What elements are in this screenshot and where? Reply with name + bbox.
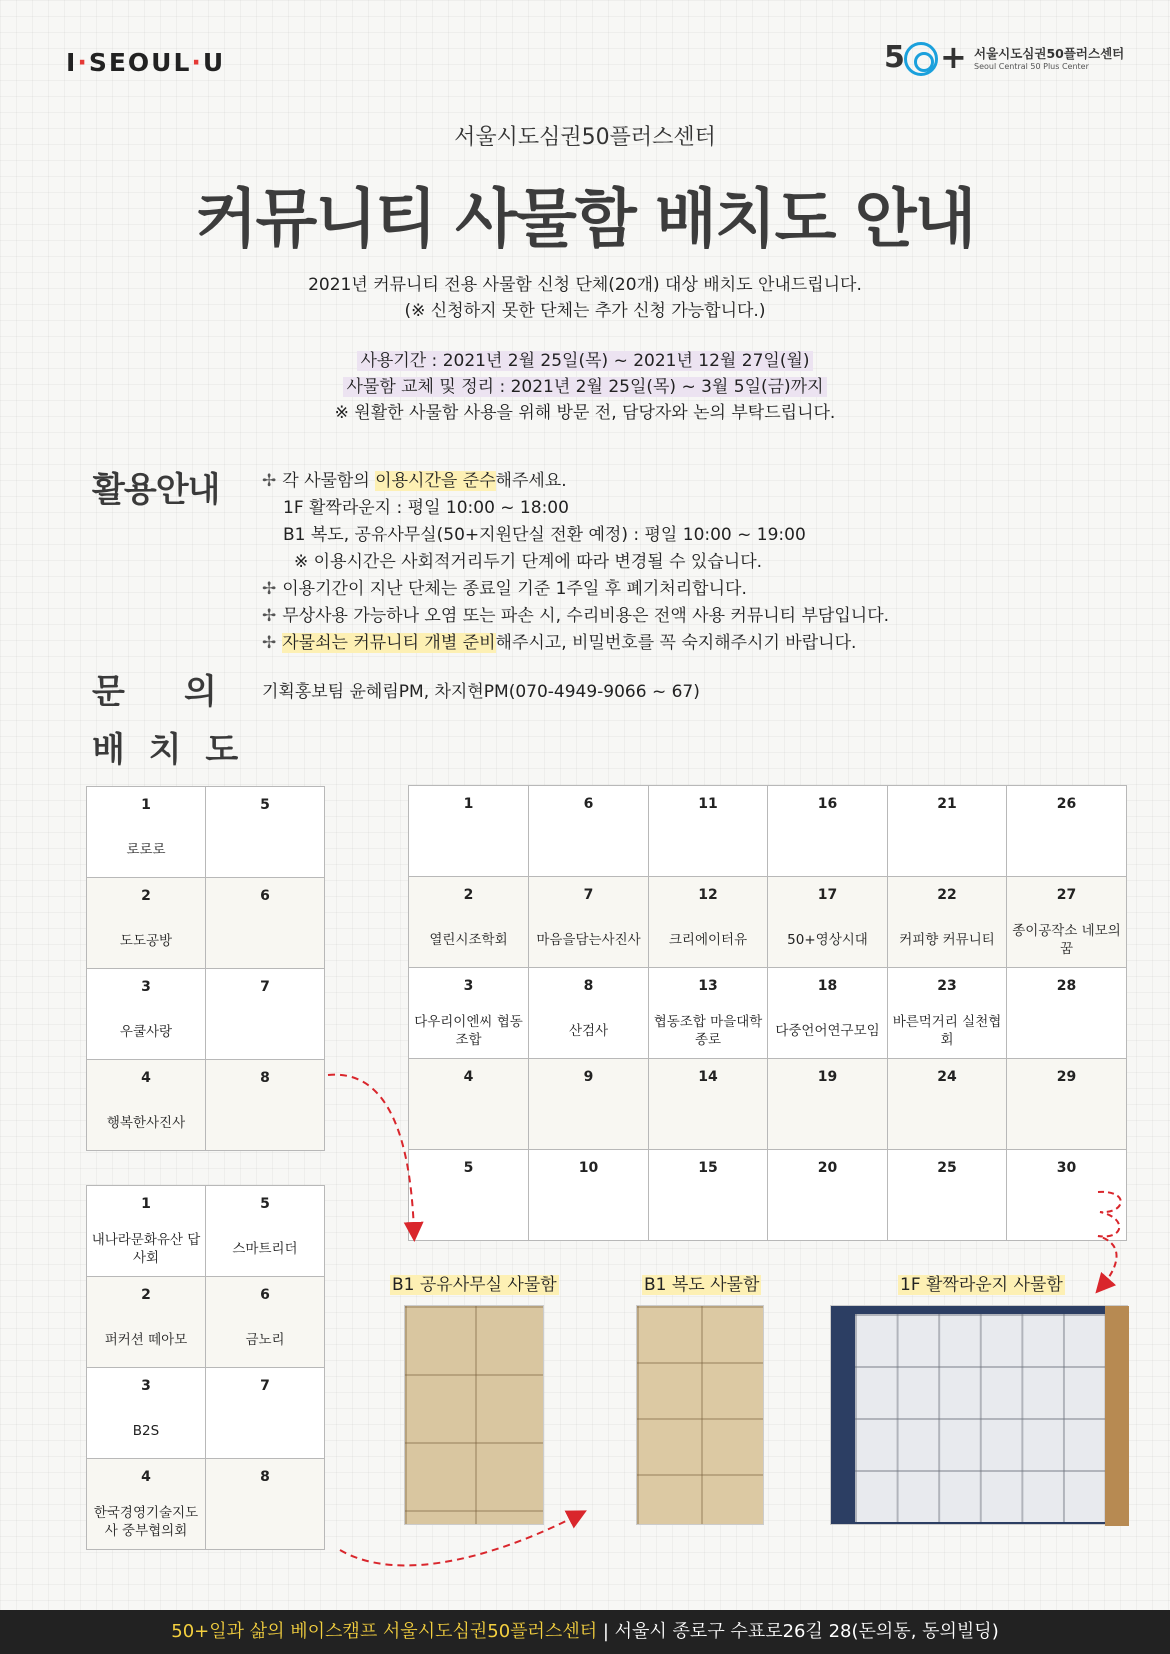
locker-group-name: 협동조합 마을대학 종로 <box>653 1013 763 1048</box>
page-title: 커뮤니티 사물함 배치도 안내 <box>195 183 975 257</box>
locker-number: 8 <box>260 1469 270 1485</box>
locker-number: 5 <box>260 797 270 813</box>
photo-label-b1-hall-text: B1 복도 사물함 <box>644 1275 760 1295</box>
locker-number: 3 <box>141 1378 151 1394</box>
guide-item-3-text: 무상사용 가능하나 오염 또는 파손 시, 수리비용은 전액 사용 커뮤니티 부담입니다. <box>282 606 890 626</box>
center-logo-num: 5 <box>884 40 905 75</box>
locker-number: 8 <box>260 1070 270 1086</box>
locker-number: 10 <box>578 1160 599 1176</box>
star-bullet-icon: ✢ <box>262 633 277 653</box>
locker-number: 1 <box>141 1196 151 1212</box>
star-bullet-icon: ✢ <box>262 579 277 599</box>
exchange-text: 사물함 교체 및 정리 : 2021년 2월 25일(목) ~ 3월 5일(금)까지 <box>343 377 826 397</box>
photo-label-b1-office-text: B1 공유사무실 사물함 <box>392 1275 557 1295</box>
locker-number: 27 <box>1056 887 1077 903</box>
locker-group-name: 로로로 <box>126 841 166 858</box>
locker-group-name: B2S <box>132 1422 160 1439</box>
locker-number: 2 <box>463 887 474 903</box>
locker-number: 8 <box>583 978 594 994</box>
locker-number: 1 <box>463 796 474 812</box>
locker-number: 6 <box>260 888 270 904</box>
locker-number: 6 <box>260 1287 270 1303</box>
seoul-logo-u: U <box>202 48 226 77</box>
locker-number: 17 <box>817 887 838 903</box>
seoul-logo-i: I <box>66 48 78 77</box>
locker-number: 1 <box>141 797 151 813</box>
locker-group-name: 50+영상시대 <box>787 931 868 948</box>
arrow-table2-to-office-photo <box>340 1515 578 1565</box>
guide-hours-1f: 1F 활짝라운지 : 평일 10:00 ~ 18:00 <box>283 498 569 518</box>
locker-number: 4 <box>141 1070 151 1086</box>
locker-number: 26 <box>1056 796 1077 812</box>
center-logo-ko: 서울시도심권50플러스센터 <box>974 46 1125 61</box>
contact-heading-a: 문 <box>92 672 124 712</box>
locker-group-name: 바른먹거리 실천협회 <box>892 1013 1002 1048</box>
guide-item-4-post: 해주시고, 비밀번호를 꼭 숙지해주시기 바랍니다. <box>495 633 857 653</box>
locker-number: 3 <box>141 979 151 995</box>
photo-label-1f-lounge-text: 1F 활짝라운지 사물함 <box>900 1275 1063 1295</box>
locker-group-name: 열린시조학회 <box>429 931 508 948</box>
guide-item-1-pre: 각 사물함의 <box>282 471 376 491</box>
locker-group-name: 마음을담는사진사 <box>536 931 641 948</box>
locker-group-name: 금노리 <box>245 1331 285 1348</box>
locker-number: 24 <box>937 1069 957 1085</box>
locker-number: 25 <box>937 1160 957 1176</box>
intro-notice: ※ 원활한 사물함 사용을 위해 방문 전, 담당자와 논의 부탁드립니다. <box>334 403 836 423</box>
locker-group-name: 크리에이터유 <box>668 931 748 948</box>
seoul-logo-word: SEOUL <box>88 48 192 77</box>
period-text: 사용기간 : 2021년 2월 25일(목) ~ 2021년 12월 27일(월) <box>357 351 812 371</box>
guide-heading: 활용안내 <box>92 470 220 510</box>
locker-number: 5 <box>260 1196 270 1212</box>
footer-divider: | <box>602 1621 609 1642</box>
locker-group-name: 행복한사진사 <box>106 1114 186 1131</box>
locker-number: 28 <box>1056 978 1077 994</box>
locker-number: 15 <box>698 1160 718 1176</box>
locker-number: 7 <box>260 979 270 995</box>
locker-number: 4 <box>463 1069 474 1085</box>
locker-number: 19 <box>817 1069 838 1085</box>
layout-heading: 배 치 도 <box>92 730 245 770</box>
locker-number: 14 <box>698 1069 718 1085</box>
guide-item-4-highlight: 자물쇠는 커뮤니티 개별 준비 <box>282 633 496 653</box>
arrow-table1-to-table3 <box>328 1075 414 1232</box>
locker-group-name: 커피향 커뮤니티 <box>899 931 995 948</box>
locker-number: 16 <box>817 796 838 812</box>
star-bullet-icon: ✢ <box>262 471 277 491</box>
footer-bar <box>0 1610 1170 1654</box>
center-logo-en: Seoul Central 50 Plus Center <box>974 62 1089 71</box>
locker-group-name: 다중언어연구모임 <box>775 1022 880 1039</box>
seoul-logo-dot: · <box>191 48 203 77</box>
locker-number: 6 <box>583 796 594 812</box>
center-logo-plus: + <box>940 38 967 76</box>
locker-number: 18 <box>817 978 838 994</box>
locker-number: 4 <box>141 1469 151 1485</box>
locker-group-name: 도도공방 <box>119 932 173 949</box>
locker-number: 29 <box>1056 1069 1077 1085</box>
locker-group-name: 퍼커션 떼아모 <box>104 1331 188 1348</box>
locker-number: 21 <box>937 796 957 812</box>
locker-group-name: 우쿨사랑 <box>119 1023 173 1040</box>
locker-number: 22 <box>937 887 957 903</box>
locker-number: 3 <box>463 978 474 994</box>
locker-number: 13 <box>698 978 718 994</box>
locker-number: 12 <box>698 887 718 903</box>
intro-line-1: 2021년 커뮤니티 전용 사물함 신청 단체(20개) 대상 배치도 안내드립니다. <box>308 275 862 295</box>
locker-number: 2 <box>141 888 151 904</box>
guide-hours-b1: B1 복도, 공유사무실(50+지원단실 전환 예정) : 평일 10:00 ~ 19:00 <box>283 525 806 545</box>
guide-item-2-text: 이용기간이 지난 단체는 종료일 기준 1주일 후 폐기처리합니다. <box>282 579 747 599</box>
guide-item-1-highlight: 이용시간을 준수 <box>375 471 496 491</box>
intro-line-2: (※ 신청하지 못한 단체는 추가 신청 가능합니다.) <box>404 301 766 321</box>
star-bullet-icon: ✢ <box>262 606 277 626</box>
locker-number: 2 <box>141 1287 151 1303</box>
locker-number: 30 <box>1056 1160 1077 1176</box>
locker-group-name: 산검사 <box>568 1022 609 1039</box>
locker-group-name: 종이공작소 네모의 꿈 <box>1012 922 1121 957</box>
contact-text: 기획홍보팀 윤혜림PM, 차지현PM(070-4949-9066 ~ 67) <box>262 682 700 702</box>
locker-number: 11 <box>698 796 718 812</box>
footer-address: 서울시 종로구 수표로26길 28(돈의동, 동의빌딩) <box>614 1621 999 1642</box>
contact-heading-b: 의 <box>184 672 216 712</box>
footer-slogan: 50+일과 삶의 베이스캠프 서울시도심권50플러스센터 <box>171 1621 598 1642</box>
locker-number: 20 <box>817 1160 838 1176</box>
locker-number: 23 <box>937 978 957 994</box>
locker-number: 7 <box>583 887 594 903</box>
locker-number: 9 <box>583 1069 594 1085</box>
arrow-curly-to-lounge-photo <box>1098 1192 1121 1286</box>
guide-hours-note: ※ 이용시간은 사회적거리두기 단계에 따라 변경될 수 있습니다. <box>294 552 763 572</box>
seoul-logo-dot: · <box>77 48 89 77</box>
locker-group-name: 한국경영기술지도사 중부협의회 <box>93 1504 199 1539</box>
guide-item-1-post: 해주세요. <box>495 471 567 491</box>
page-subtitle: 서울시도심권50플러스센터 <box>454 125 716 150</box>
locker-number: 7 <box>260 1378 270 1394</box>
locker-number: 5 <box>463 1160 474 1176</box>
locker-group-name: 다우리이엔씨 협동조합 <box>414 1013 523 1048</box>
locker-group-name: 스마트리더 <box>232 1240 298 1257</box>
locker-group-name: 내나라문화유산 답사회 <box>91 1231 201 1266</box>
